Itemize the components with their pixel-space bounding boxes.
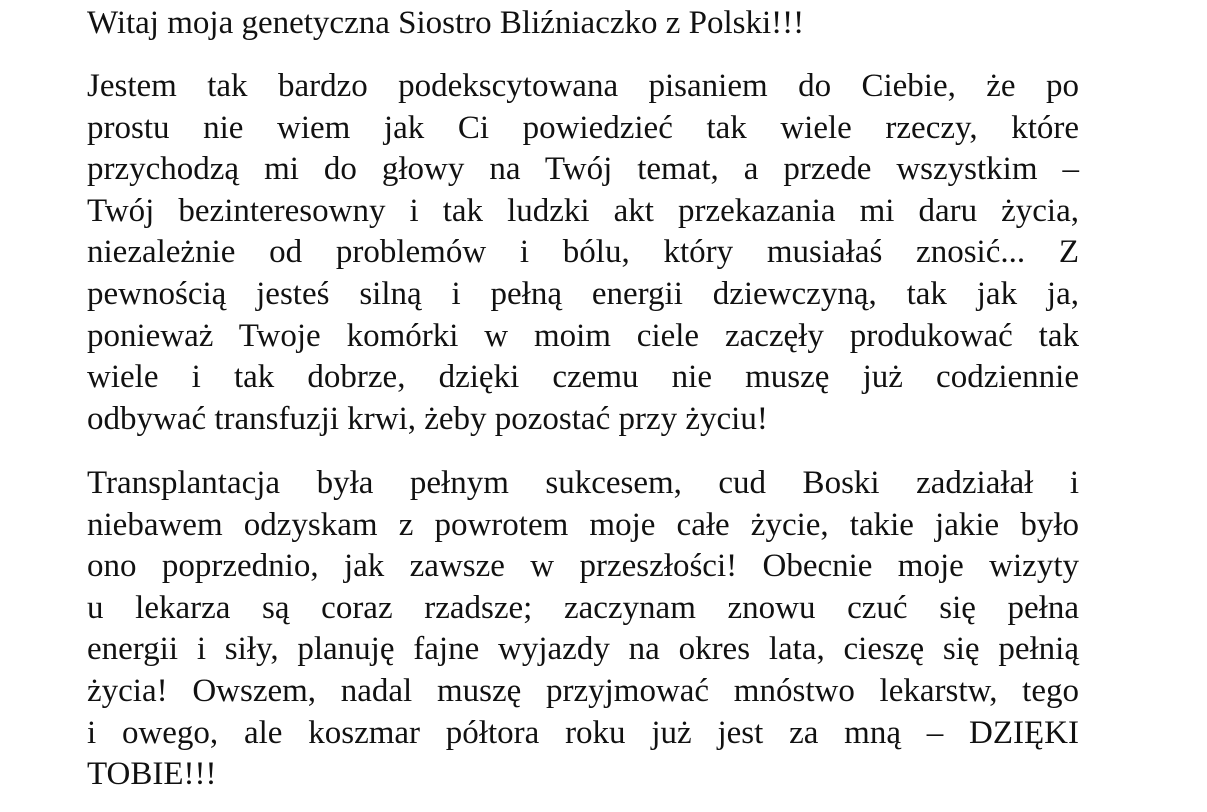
paragraph-line: niezależnie od problemów i bólu, który musiałaś znosić... Z: [87, 234, 1079, 271]
letter-greeting: Witaj moja genetyczna Siostro Bliźniaczko z Polski!!!: [87, 5, 805, 41]
paragraph-line: odbywać transfuzji krwi, żeby pozostać przy życiu!: [87, 400, 768, 437]
letter-paragraph-2: [87, 463, 1079, 796]
letter-paragraph-1: [87, 66, 1079, 440]
paragraph-line: ono poprzednio, jak zawsze w przeszłości! Obecnie moje wizyty: [87, 548, 1079, 585]
paragraph-line: życia! Owszem, nadal muszę przyjmować mnóstwo lekarstw, tego: [87, 672, 1079, 709]
paragraph-line: ponieważ Twoje komórki w moim ciele zaczęły produkować tak: [87, 317, 1079, 354]
paragraph-line: niebawem odzyskam z powrotem moje całe życie, takie jakie było: [87, 506, 1079, 543]
paragraph-line: u lekarza są coraz rzadsze; zaczynam znowu czuć się pełna: [87, 589, 1079, 626]
paragraph-line: przychodzą mi do głowy na Twój temat, a przede wszystkim –: [87, 151, 1079, 188]
paragraph-line: prostu nie wiem jak Ci powiedzieć tak wiele rzeczy, które: [87, 109, 1079, 146]
paragraph-line: Transplantacja była pełnym sukcesem, cud Boski zadziałał i: [87, 465, 1079, 501]
paragraph-line: pewnością jesteś silną i pełną energii dziewczyną, tak jak ja,: [87, 275, 1079, 312]
paragraph-line: wiele i tak dobrze, dzięki czemu nie muszę już codziennie: [87, 359, 1079, 396]
paragraph-line: energii i siły, planuję fajne wyjazdy na okres lata, cieszę się pełnią: [87, 631, 1079, 668]
paragraph-line: Twój bezinteresowny i tak ludzki akt przekazania mi daru życia,: [87, 192, 1079, 229]
paragraph-line: i owego, ale koszmar półtora roku już jest za mną – DZIĘKI: [87, 714, 1079, 751]
paragraph-line: Jestem tak bardzo podekscytowana pisaniem do Ciebie, że po: [87, 68, 1079, 104]
paragraph-line: TOBIE!!!: [87, 756, 217, 793]
